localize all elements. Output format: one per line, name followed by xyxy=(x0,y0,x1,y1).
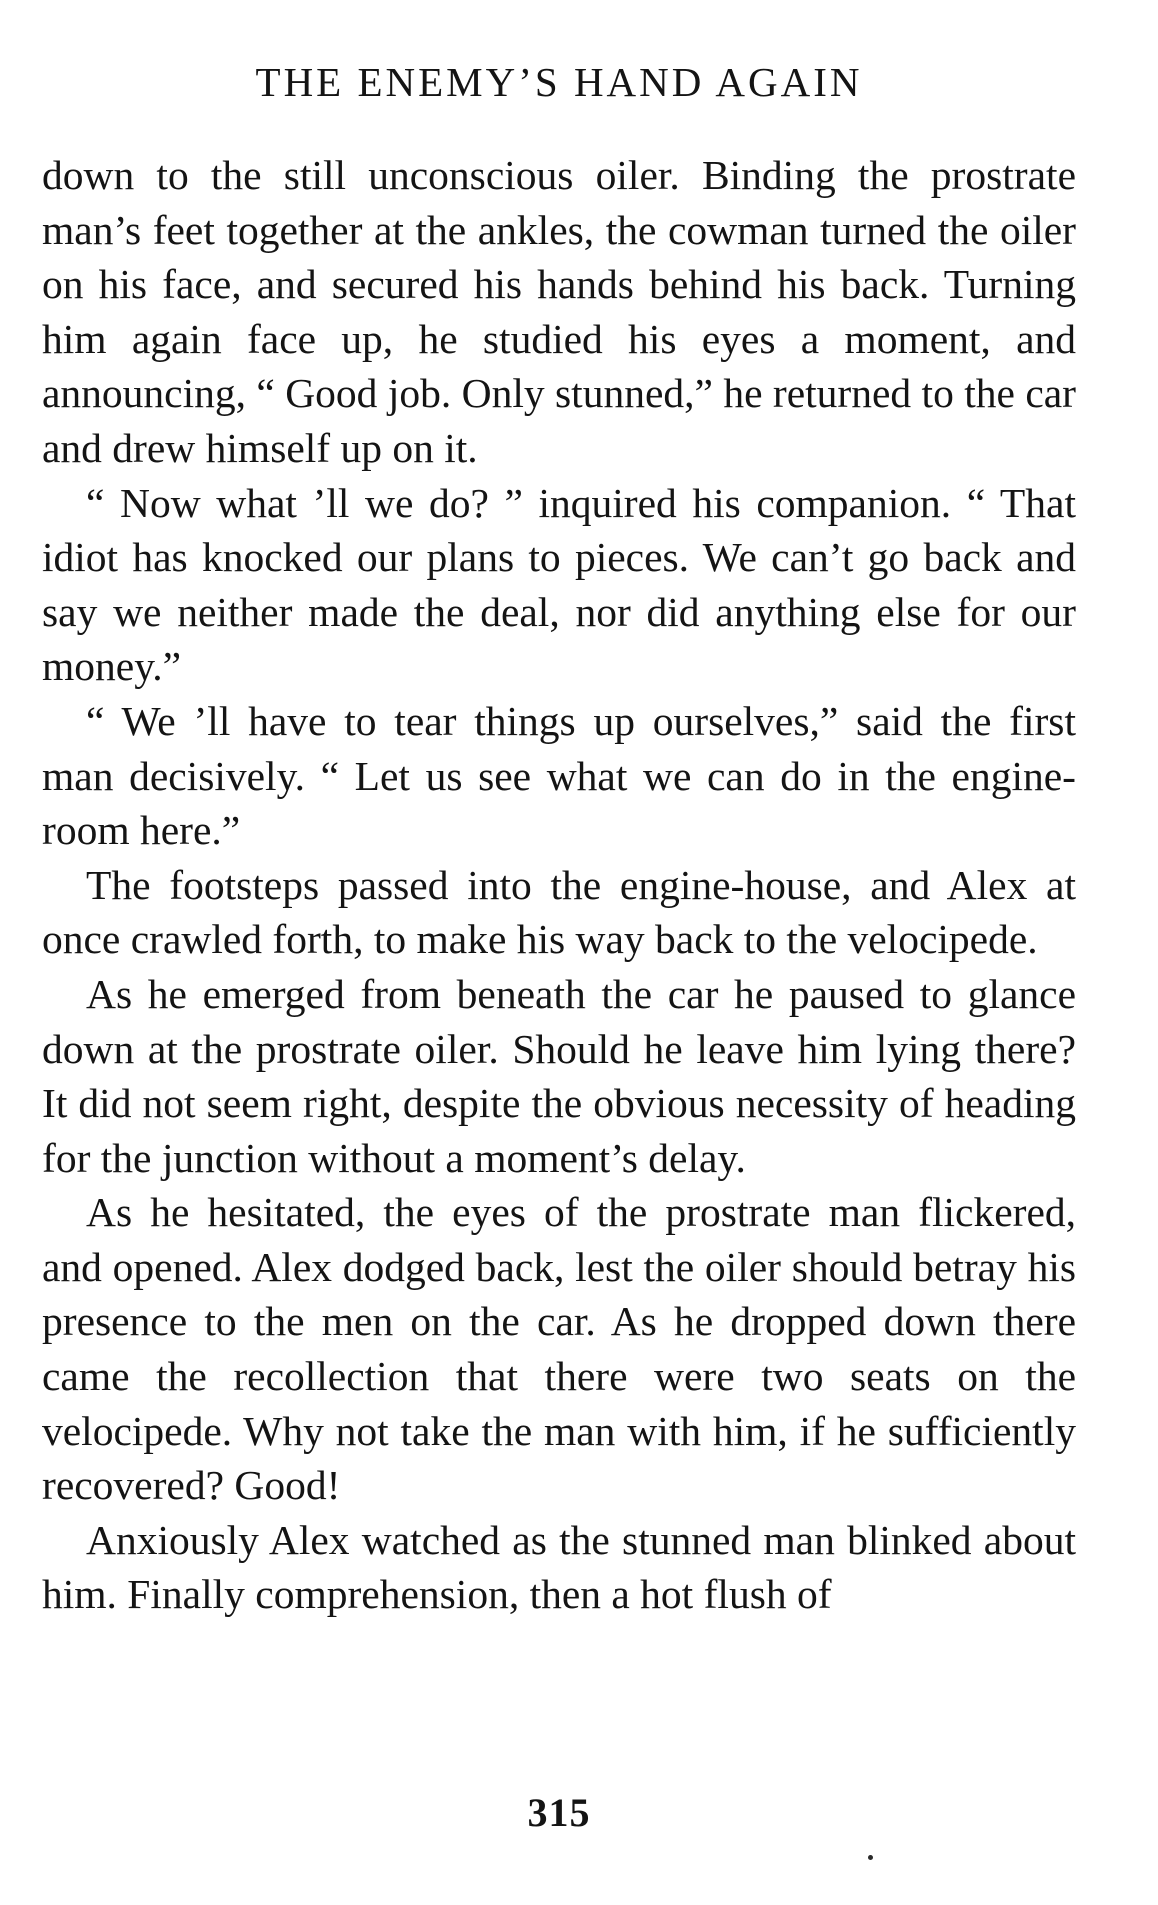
running-head: THE ENEMY’S HAND AGAIN xyxy=(255,59,863,105)
ink-speck xyxy=(868,1855,873,1860)
paragraph: “ We ’ll have to tear things up ourselves,” said the first man decisively. “ Let us see what we can do in the engine-room here.” xyxy=(42,697,1076,854)
book-page xyxy=(42,0,1076,1905)
body-text xyxy=(42,148,1076,1622)
paragraph-continuation: down to the still unconscious oiler. Binding the prostrate man’s feet together at the ankles, the cowman turned the oiler on his face, and secured his hands behind his back. Turning him again face up, he studied his eyes a moment, and announcing, “ Good job. Only stunned,” he returned to the car and drew himself up on it. xyxy=(42,152,1076,471)
paragraph: Anxiously Alex watched as the stunned man blinked about him. Finally comprehension, then a hot flush of xyxy=(42,1516,1076,1618)
paragraph: As he emerged from beneath the car he paused to glance down at the prostrate oiler. Should he leave him lying there? It did not seem right, despite the obvious necessity of heading for the junction without a moment’s delay. xyxy=(42,970,1076,1181)
paragraph: “ Now what ’ll we do? ” inquired his companion. “ That idiot has knocked our plans to pieces. We can’t go back and say we neither made the deal, nor did anything else for our money.” xyxy=(42,479,1076,690)
page-number: 315 xyxy=(527,1790,591,1835)
paragraph: As he hesitated, the eyes of the prostrate man flickered, and opened. Alex dodged back, lest the oiler should betray his presence to the men on the car. As he dropped down there came the recollection that there were two seats on the velocipede. Why not take the man with him, if he sufficiently recovered? Good! xyxy=(42,1189,1076,1509)
paragraph: The footsteps passed into the engine-house, and Alex at once crawled forth, to make his way back to the velocipede. xyxy=(42,861,1076,963)
